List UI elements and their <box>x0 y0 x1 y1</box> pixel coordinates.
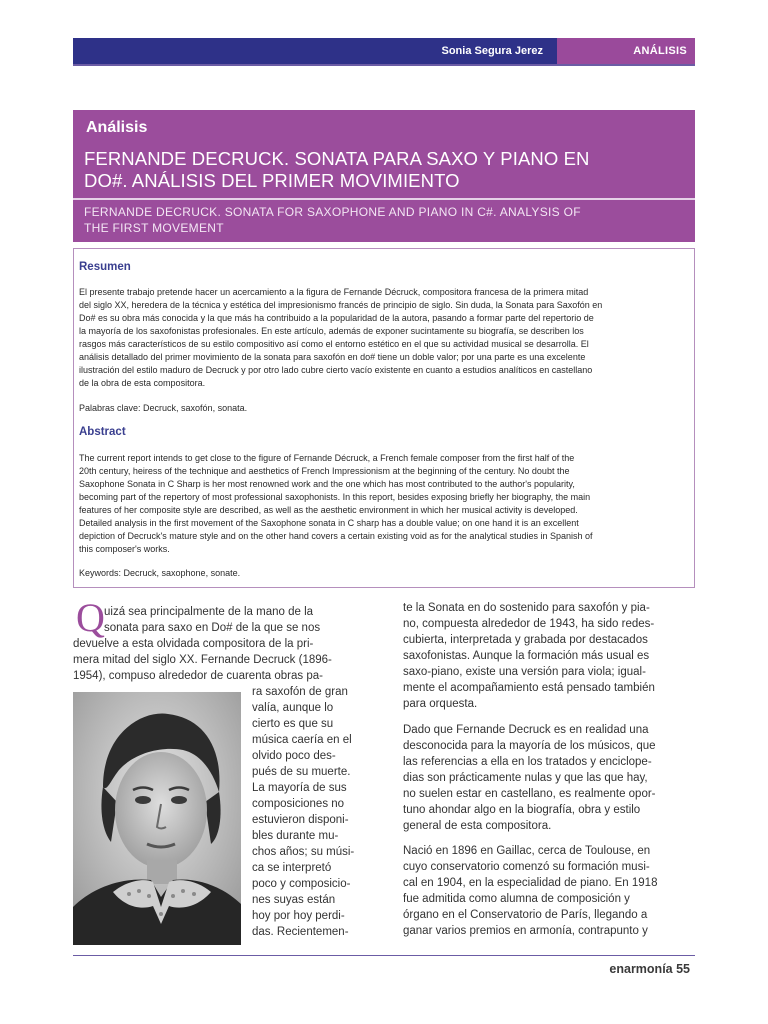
body-line: estuvieron disponi- <box>252 814 349 826</box>
body-line: música caería en el <box>252 734 352 746</box>
article-title-line: DO#. ANÁLISIS DEL PRIMER MOVIMIENTO <box>84 170 460 191</box>
abstract-line: depiction of Decruck's mature style and on the other hand covers a certain existing void as for the analytical studies in Spanish of <box>79 531 593 541</box>
resumen-line: la mayoría de los saxofonistas profesionales. En este artículo, además de exponer sucintamente su biografía, se describen los <box>79 326 584 336</box>
body-line: Dado que Fernande Decruck es en realidad una <box>403 724 649 736</box>
body-line: devuelve a esta olvidada compositora de la pri- <box>73 638 314 650</box>
body-line: desconocida para la mayoría de los músicos, que <box>403 740 656 752</box>
resumen-line: ilustración del estilo maduro de Decruck y por otro lado cubre cierto vacío existente en cuanto a estudios analíticos en castellano <box>79 365 593 375</box>
body-line: Nació en 1896 en Gaillac, cerca de Toulouse, en <box>403 845 651 857</box>
section-kicker: Análisis <box>86 119 148 136</box>
column-2-paragraph-3 <box>403 843 692 939</box>
resumen-line: de la obra de esta compositora. <box>79 378 206 388</box>
abstract-box <box>73 248 695 588</box>
abstract-line: features of her composite style are described, as well as the aesthetic environment in which her musical activity is developed. <box>79 505 578 515</box>
abstract-keywords: Keywords: Decruck, saxophone, sonate. <box>79 568 241 578</box>
page-footer: enarmonía 55 <box>609 962 690 976</box>
abstract-line: becoming part of the repertory of most professional saxophonists. In this report, besides exposing briefly her biography, the main <box>79 492 591 502</box>
column-1-wrapped-text <box>252 684 365 940</box>
resumen-line: del siglo XX, heredera de la técnica y estética del impresionismo francés de principio de siglo. Sin duda, la Sonata para Saxofón en <box>79 300 603 310</box>
body-line: órgano en el Conservatorio de París, llegando a <box>403 909 648 921</box>
abstract-line: this composer's works. <box>79 544 170 554</box>
body-line: ra saxofón de gran <box>252 686 348 698</box>
header-author: Sonia Segura Jerez <box>73 38 557 64</box>
body-line: general de esta compositora. <box>403 820 552 832</box>
english-title <box>84 204 688 236</box>
article-title-line: FERNANDE DECRUCK. SONATA PARA SAXO Y PIANO EN <box>84 148 590 169</box>
body-line: saxofonistas. Aunque la formación más usual es <box>403 650 650 662</box>
resumen-line: análisis detallado del primer movimiento de la sonata para saxofón en do# tiene un doble valor; por una parte es una excelente <box>79 352 586 362</box>
body-line: das. Recientemen- <box>252 926 349 938</box>
body-line: no suelen estar en castellano, es realmente opor- <box>403 788 656 800</box>
portrait-image <box>73 692 241 945</box>
column-2-paragraph-2 <box>403 722 692 834</box>
body-line: chos años; su músi- <box>252 846 355 858</box>
body-line: las referencias a ella en los tratados y enciclope- <box>403 756 652 768</box>
body-line: pués de su muerte. <box>252 766 351 778</box>
body-line: cal en 1904, en la especialidad de piano. En 1918 <box>403 877 658 889</box>
abstract-line: Detailed analysis in the first movement of the Saxophone sonata in C sharp has a double value; on one hand it is an excellent <box>79 518 579 528</box>
drop-cap: Q <box>76 595 105 640</box>
abstract-line: The current report intends to get close to the figure of Fernande Décruck, a French female composer from the first half of the <box>79 453 575 463</box>
composer-portrait-photo <box>73 692 241 945</box>
body-line: cubierta, interpretada y grabada por destacados <box>403 634 648 646</box>
column-2-paragraph-1 <box>403 600 692 712</box>
english-title-line: FERNANDE DECRUCK. SONATA FOR SAXOPHONE AND PIANO IN C#. ANALYSIS OF <box>84 205 581 219</box>
resumen-keywords: Palabras clave: Decruck, saxofón, sonata. <box>79 403 248 413</box>
body-line: uizá sea principalmente de la mano de la <box>104 606 314 618</box>
title-block <box>73 110 695 242</box>
footer-rule <box>73 955 695 956</box>
body-line: dias son prácticamente nulas y que las que hay, <box>403 772 648 784</box>
body-line: composiciones no <box>252 798 345 810</box>
resumen-heading: Resumen <box>79 261 131 273</box>
body-line: te la Sonata en do sostenido para saxofón y pia- <box>403 602 650 614</box>
body-line: tuno ahondar algo en la biografía, obra y estilo <box>403 804 641 816</box>
body-line: hoy por hoy perdi- <box>252 910 345 922</box>
resumen-line: Do# es su obra más conocida y la que más ha contribuido a la popularidad de la autora, pasando a formar parte del repertorio de <box>79 313 594 323</box>
body-line: La mayoría de sus <box>252 782 347 794</box>
body-line: poco y composicio- <box>252 878 351 890</box>
resumen-line: rasgos más característicos de su estilo compositivo así como el entorno estético en el que su actividad musical se desarrolla. El <box>79 339 589 349</box>
body-line: ca se interpretó <box>252 862 332 874</box>
title-divider <box>73 198 695 200</box>
column-1-intro <box>73 604 365 684</box>
body-line: para orquesta. <box>403 698 478 710</box>
article-title <box>84 148 684 192</box>
body-line: 1954), compuso alrededor de cuarenta obras pa- <box>73 670 323 682</box>
english-title-line: THE FIRST MOVEMENT <box>84 221 224 235</box>
resumen-line: El presente trabajo pretende hacer un acercamiento a la figura de Fernande Décruck, compositora francesa de la primera mitad <box>79 287 589 297</box>
body-line: cierto es que su <box>252 718 334 730</box>
abstract-line: 20th century, heiress of the technique and aesthetics of French Impressionism at the beginning of the century. No doubt the <box>79 466 570 476</box>
resumen-text <box>79 286 691 390</box>
body-line: ganar varios premios en armonía, contrapunto y <box>403 925 648 937</box>
abstract-line: Saxophone Sonata in C Sharp is her most renowned work and the one which has most contributed to the author's popularity, <box>79 479 575 489</box>
body-line: no, compuesta alrededor de 1943, ha sido redes- <box>403 618 655 630</box>
body-line: valía, aunque lo <box>252 702 334 714</box>
body-line: sonata para saxo en Do# de la que se nos <box>104 622 321 634</box>
body-line: mente el acompañamiento está pensado también <box>403 682 655 694</box>
body-line: cuyo conservatorio comenzó su formación musi- <box>403 861 650 873</box>
body-line: bles durante mu- <box>252 830 339 842</box>
running-header <box>73 38 695 66</box>
header-section-label: ANÁLISIS <box>557 38 695 64</box>
abstract-text <box>79 452 691 556</box>
body-line: saxo-piano, existe una versión para viola; igual- <box>403 666 646 678</box>
body-line: olvido poco des- <box>252 750 336 762</box>
body-line: nes suyas están <box>252 894 336 906</box>
body-line: fue admitida como alumna de composición y <box>403 893 630 905</box>
body-line: mera mitad del siglo XX. Fernande Decruck (1896- <box>73 654 332 666</box>
abstract-heading: Abstract <box>79 426 126 438</box>
